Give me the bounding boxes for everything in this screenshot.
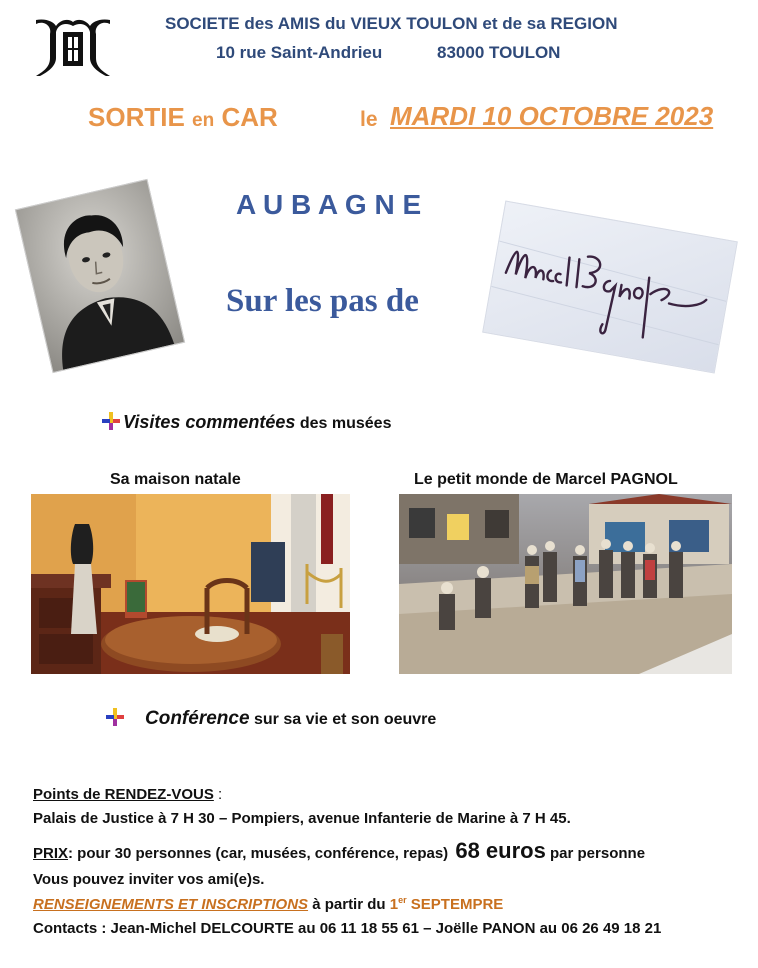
society-logo <box>30 18 116 82</box>
inscriptions-date <box>390 896 504 913</box>
diorama-photo <box>399 494 732 674</box>
invite-text: Vous pouvez inviter vos ami(e)s. <box>33 871 265 888</box>
photo-caption-house: Sa maison natale <box>110 471 241 488</box>
rdv-text: Palais de Justice à 7 H 30 – Pompiers, avenue Infanterie de Marine à 7 H 45. <box>33 810 571 827</box>
society-name: SOCIETE des AMIS du VIEUX TOULON et de sa REGION <box>165 14 618 33</box>
destination-title: A U B A G N E <box>236 189 422 220</box>
inscriptions-text: à partir du <box>308 896 390 913</box>
date-prefix: le <box>360 108 378 131</box>
inscriptions-line <box>33 895 503 913</box>
prix-text: : pour 30 personnes (car, musées, conférence, repas) <box>68 845 453 862</box>
conference-heading-italic: Conférence <box>145 708 250 729</box>
bullet-visits-icon <box>102 412 120 430</box>
inscriptions-date-month: SEPTEMPRE <box>406 896 504 913</box>
visits-heading-italic: Visites commentées <box>123 412 296 432</box>
sortie-word: SORTIE <box>88 102 185 132</box>
sortie-en: en <box>192 110 215 131</box>
event-date: MARDI 10 OCTOBRE 2023 <box>390 101 714 131</box>
conference-heading <box>145 708 436 730</box>
sortie-label <box>88 102 278 133</box>
rdv-colon: : <box>213 786 223 803</box>
address-street: 10 rue Saint-Andrieu <box>216 43 383 62</box>
rdv-heading <box>33 786 222 803</box>
portrait-photo <box>15 179 185 373</box>
conference-heading-rest: sur sa vie et son oeuvre <box>249 711 437 728</box>
prix-suffix: par personne <box>545 845 646 862</box>
inscriptions-label: RENSEIGNEMENTS ET INSCRIPTIONS <box>33 896 309 913</box>
inscriptions-date-sup: er <box>398 895 407 905</box>
sortie-car: CAR <box>221 102 278 132</box>
prix-line <box>33 838 645 864</box>
house-interior-photo <box>31 494 350 674</box>
subtitle: Sur les pas de <box>226 283 419 319</box>
visits-heading-rest: des musées <box>295 415 392 432</box>
prix-amount: 68 euros <box>455 838 546 863</box>
rdv-label: Points de RENDEZ-VOUS <box>33 786 214 803</box>
inscriptions-date-num: 1 <box>389 896 399 913</box>
photo-caption-diorama: Le petit monde de Marcel PAGNOL <box>414 471 678 488</box>
bullet-conference-icon <box>106 708 124 726</box>
prix-label: PRIX <box>33 845 69 862</box>
visits-heading <box>123 412 391 433</box>
address-city: 83000 TOULON <box>437 43 561 62</box>
signature-image <box>482 201 738 374</box>
contacts-text: Contacts : Jean-Michel DELCOURTE au 06 11 18 55 61 – Joëlle PANON au 06 26 49 18 21 <box>33 920 662 937</box>
